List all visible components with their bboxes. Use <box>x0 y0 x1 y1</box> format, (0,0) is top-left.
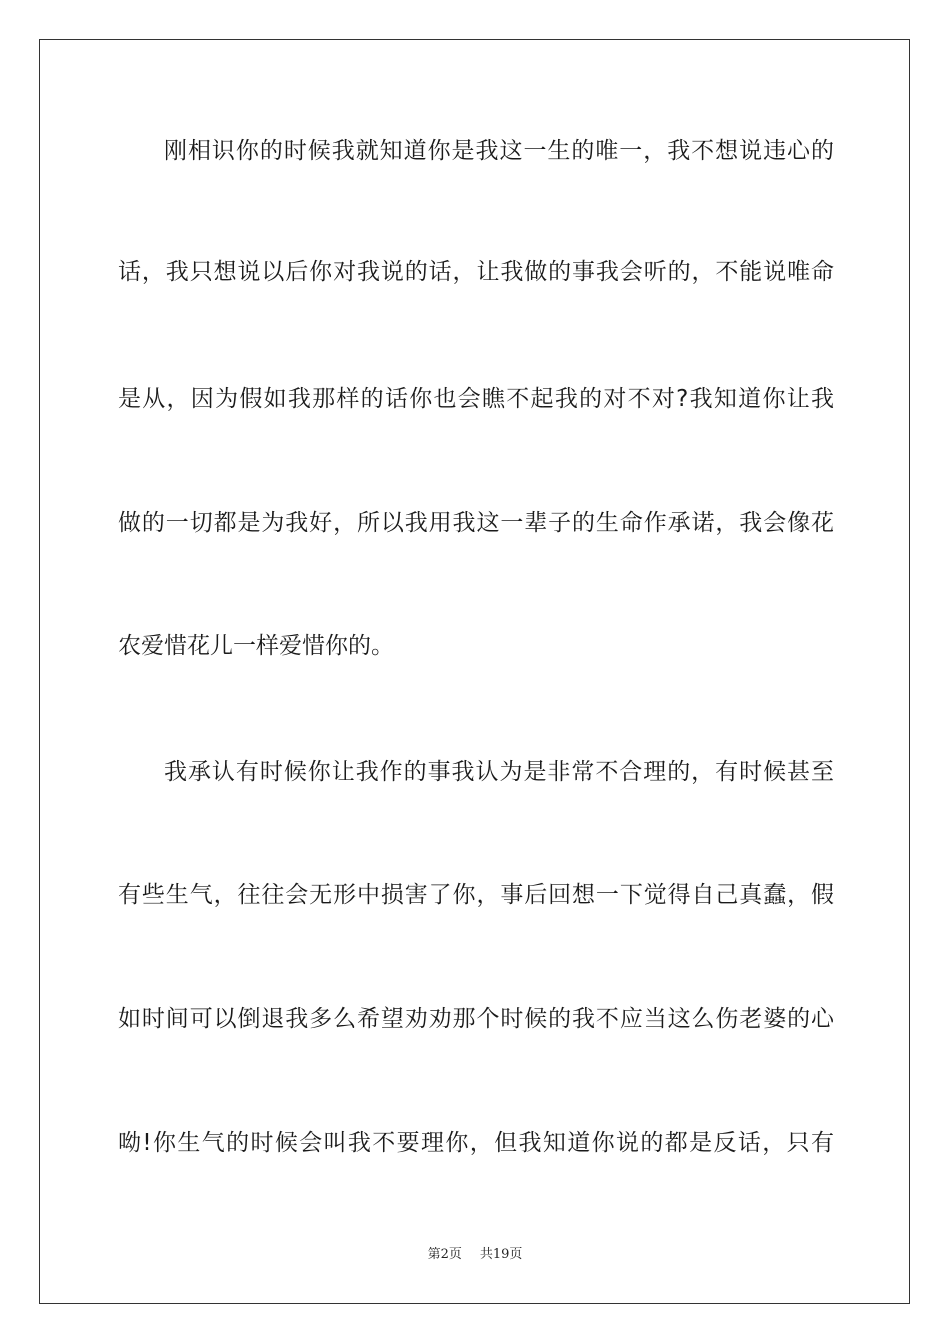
page-total: 共19页 <box>479 1247 523 1262</box>
paragraph-2-line-1: 我承认有时候你让我作的事我认为是非常不合理的，有时候甚至 <box>164 759 834 785</box>
paragraph-1-line-5: 农爱惜花儿一样爱惜你的。 <box>118 633 394 659</box>
paragraph-2-line-4: 呦!你生气的时候会叫我不要理你，但我知道你说的都是反话，只有 <box>118 1130 834 1156</box>
page-frame <box>39 39 910 1304</box>
paragraph-1-line-1: 刚相识你的时候我就知道你是我这一生的唯一，我不想说违心的 <box>164 138 834 164</box>
paragraph-2-line-3: 如时间可以倒退我多么希望劝劝那个时候的我不应当这么伤老婆的心 <box>118 1006 834 1032</box>
paragraph-1-line-2: 话，我只想说以后你对我说的话，让我做的事我会听的，不能说唯命 <box>118 259 834 285</box>
paragraph-1-line-4: 做的一切都是为我好，所以我用我这一辈子的生命作承诺，我会像花 <box>118 510 834 536</box>
page-footer <box>0 1246 950 1264</box>
paragraph-1-line-3: 是从，因为假如我那样的话你也会瞧不起我的对不对?我知道你让我 <box>118 386 834 412</box>
page-number: 第2页 <box>427 1247 462 1262</box>
paragraph-2-line-2: 有些生气，往往会无形中损害了你，事后回想一下觉得自己真蠢，假 <box>118 882 834 908</box>
